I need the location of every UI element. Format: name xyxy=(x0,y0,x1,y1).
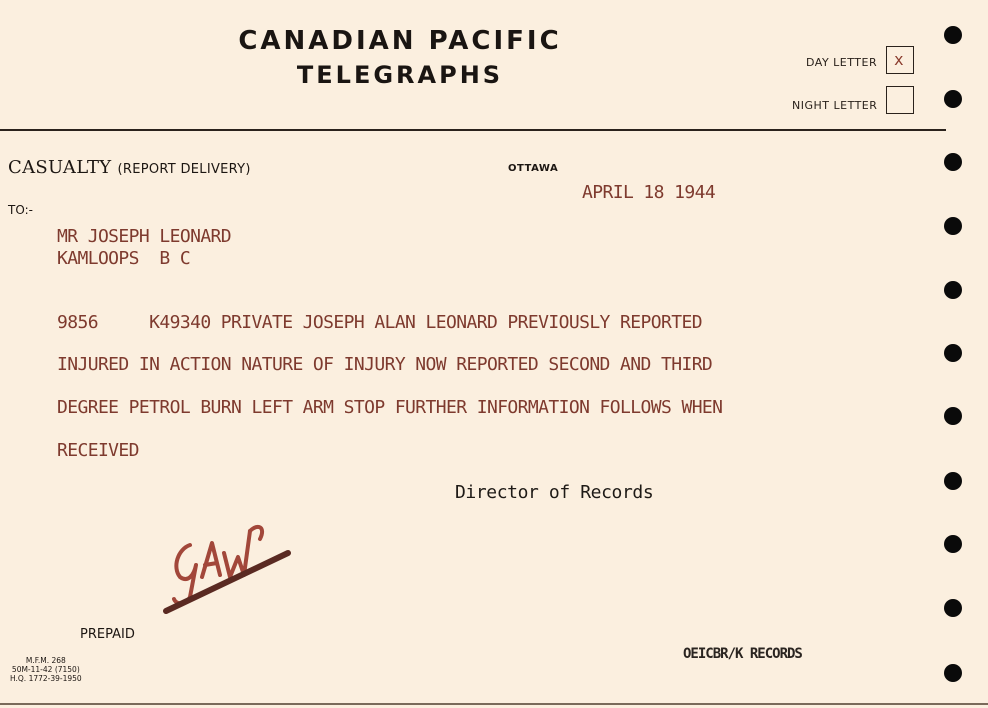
recipient-location: KAMLOOPS B C xyxy=(57,248,191,269)
punch-hole xyxy=(944,217,962,235)
header-divider xyxy=(0,129,946,131)
recipient-name: MR JOSEPH LEONARD xyxy=(57,226,232,247)
bottom-edge xyxy=(0,703,988,705)
to-label: TO:- xyxy=(8,203,33,217)
message-body-line: INJURED IN ACTION NATURE OF INJURY NOW REPORTED SECOND AND THIRD xyxy=(57,354,713,375)
message-body-line: RECEIVED xyxy=(57,440,139,461)
punch-hole xyxy=(944,153,962,171)
company-name-line1: CANADIAN PACIFIC xyxy=(238,26,562,56)
punch-hole xyxy=(944,90,962,108)
message-class-label: CASUALTY xyxy=(8,157,112,178)
punch-hole xyxy=(944,472,962,490)
message-body-line: DEGREE PETROL BURN LEFT ARM STOP FURTHER INFORMATION FOLLOWS WHEN xyxy=(57,397,723,418)
form-codes xyxy=(10,656,82,683)
punch-hole xyxy=(944,599,962,617)
company-header xyxy=(200,26,600,90)
punch-hole xyxy=(944,281,962,299)
punch-hole xyxy=(944,407,962,425)
message-class-sub: (REPORT DELIVERY) xyxy=(117,162,251,177)
punch-hole xyxy=(944,26,962,44)
prepaid-label: PREPAID xyxy=(80,627,135,642)
form-code-line: 50M-11-42 (7150) xyxy=(11,665,80,674)
day-letter-checkbox[interactable] xyxy=(886,46,914,74)
message-date: APRIL 18 1944 xyxy=(582,182,716,203)
night-letter-checkbox[interactable] xyxy=(886,86,914,114)
punch-hole xyxy=(944,535,962,553)
message-class xyxy=(8,157,251,178)
handwritten-initials-stamp xyxy=(150,505,300,615)
origin-city: OTTAWA xyxy=(508,163,559,174)
punch-hole xyxy=(944,664,962,682)
signature: Director of Records xyxy=(455,482,654,503)
day-letter-label: DAY LETTER xyxy=(806,56,878,69)
message-body-line: 9856 K49340 PRIVATE JOSEPH ALAN LEONARD PREVIOUSLY REPORTED xyxy=(57,312,702,333)
night-letter-label: NIGHT LETTER xyxy=(792,99,878,112)
form-code-line: M.F.M. 268 xyxy=(25,656,66,665)
department-stamp: OEICBR/K RECORDS xyxy=(683,646,802,662)
form-code-line: H.Q. 1772-39-1950 xyxy=(10,674,82,683)
day-letter-check-mark: x xyxy=(894,50,904,69)
punch-hole xyxy=(944,344,962,362)
company-name-line2: TELEGRAPHS xyxy=(296,61,504,89)
